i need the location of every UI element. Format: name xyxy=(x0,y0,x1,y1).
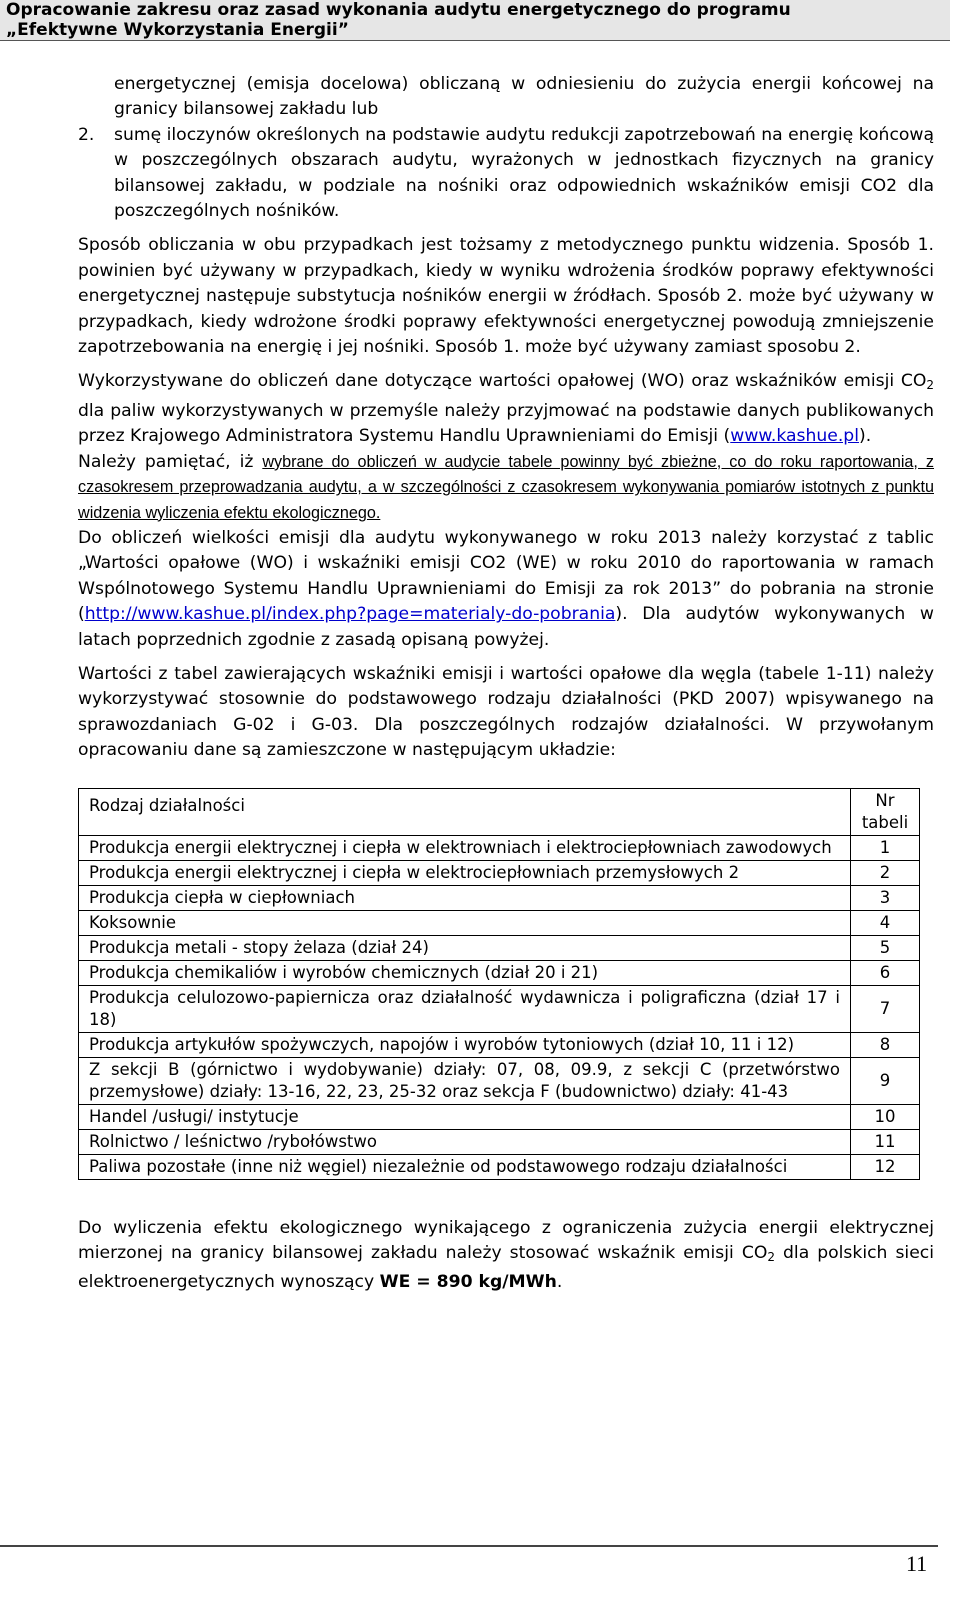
table-header-row xyxy=(79,788,920,835)
activity-cell: Z sekcji B (górnictwo i wydobywanie) działy: 07, 08, 09.9, z sekcji C (przetwórstwo przemysłowe) działy: 13-16, 22, 23, 25-32 oraz sekcja F (budownictwo) działy: 41-43 xyxy=(79,1057,851,1104)
table-number-cell: 6 xyxy=(851,960,920,985)
table-number-cell: 9 xyxy=(851,1057,920,1104)
table-number-cell: 3 xyxy=(851,885,920,910)
header-table-number: Nr tabeli xyxy=(851,788,920,835)
table-number-cell: 4 xyxy=(851,910,920,935)
header-activity: Rodzaj działalności xyxy=(79,788,851,835)
document-body xyxy=(78,72,934,1296)
activity-cell: Produkcja chemikaliów i wyrobów chemicznych (dział 20 i 21) xyxy=(79,960,851,985)
text: dla paliw wykorzystywanych w przemyśle należy przyjmować na podstawie danych publikowanych przez Krajowego Administratora Systemu Handlu Uprawnieniami do Emisji ( xyxy=(78,400,934,447)
list-item-text: sumę iloczynów określonych na podstawie audytu redukcji zapotrzebowań na energię końcową w poszczególnych obszarach audytu, wyrażonych w jednostkach fizycznych na granicy bilansowej zakładu, w podziale na nośniki oraz odpowiednich wskaźników emisji CO2 dla poszczególnych nośników. xyxy=(114,124,934,222)
text: ). xyxy=(858,426,872,447)
table-row xyxy=(79,835,920,860)
paragraph-tables-intro: Wartości z tabel zawierających wskaźniki emisji i wartości opałowe dla węgla (tabele 1-11) należy wykorzystywać stosownie do podstawowego rodzaju działalności (PKD 2007) wpisywanego na sprawozdaniach G-02 i G-03. Dla poszczególnych rodzajów działalności. W przywołanym opracowaniu dane są zamieszczone w następującym układzie: xyxy=(78,663,934,761)
table-row xyxy=(79,1129,920,1154)
table-row xyxy=(79,1032,920,1057)
emission-factor-value: WE = 890 kg/MWh xyxy=(379,1272,557,1293)
underlined-note: wybrane do obliczeń w audycie tabele powinny być zbieżne, co do roku raportowania, z czasokresem przeprowadzania audytu, a w szczególności z czasokresem wykonywania pomiarów istotnych z punktu widzenia wyliczenia efektu ekologicznego. xyxy=(78,452,935,522)
table-number-cell: 12 xyxy=(851,1154,920,1179)
activity-cell: Produkcja artykułów spożywczych, napojów i wyrobów tytoniowych (dział 10, 11 i 12) xyxy=(79,1032,851,1057)
table-row xyxy=(79,910,920,935)
table-number-cell: 11 xyxy=(851,1129,920,1154)
table-row xyxy=(79,885,920,910)
activity-cell: Produkcja metali - stopy żelaza (dział 24) xyxy=(79,935,851,960)
text: Do wyliczenia efektu ekologicznego wynikającego z ograniczenia zużycia energii elektrycznej mierzonej na granicy bilansowej zakładu należy stosować wskaźnik emisji CO xyxy=(78,1217,934,1263)
page-header xyxy=(0,0,950,41)
activity-cell: Handel /usługi/ instytucje xyxy=(79,1104,851,1129)
text: Wykorzystywane do obliczeń dane dotyczące wartości opałowej (WO) oraz wskaźników emisji CO xyxy=(78,371,927,392)
text: Należy pamiętać, iż xyxy=(78,451,263,472)
table-number-cell: 1 xyxy=(851,835,920,860)
table-row xyxy=(79,1154,920,1179)
download-link[interactable]: http://www.kashue.pl/index.php?page=materialy-do-pobrania xyxy=(84,604,616,625)
table-row xyxy=(79,1104,920,1129)
table-row xyxy=(79,935,920,960)
table-number-cell: 10 xyxy=(851,1104,920,1129)
activity-cell: Produkcja energii elektrycznej i ciepła w elektrociepłowniach przemysłowych 2 xyxy=(79,860,851,885)
page-number: 11 xyxy=(906,1551,928,1576)
header-title-line1: Opracowanie zakresu oraz zasad wykonania audytu energetycznego do programu xyxy=(6,0,791,20)
paragraph-note xyxy=(78,450,934,526)
activity-cell: Rolnictwo / leśnictwo /rybołówstwo xyxy=(79,1129,851,1154)
subscript: 2 xyxy=(767,1249,775,1264)
activity-table xyxy=(78,788,920,1180)
table-row xyxy=(79,960,920,985)
text: dla polskich sieci elektroenergetycznych wynoszący xyxy=(78,1242,934,1293)
subscript: 2 xyxy=(926,378,934,393)
table-row xyxy=(79,985,920,1032)
text: . xyxy=(556,1272,563,1293)
activity-cell: Koksownie xyxy=(79,910,851,935)
table-number-cell: 5 xyxy=(851,935,920,960)
kashue-link[interactable]: www.kashue.pl xyxy=(730,426,859,447)
paragraph-data-sources xyxy=(78,369,934,449)
activity-cell: Produkcja ciepła w ciepłowniach xyxy=(79,885,851,910)
activity-cell: Produkcja celulozowo-papiernicza oraz działalność wydawnicza i poligraficzna (dział 17 i 18) xyxy=(79,985,851,1032)
table-number-cell: 7 xyxy=(851,985,920,1032)
footer-divider xyxy=(0,1545,938,1547)
paragraph-methods: Sposób obliczania w obu przypadkach jest tożsamy z metodycznego punktu widzenia. Sposób 1. powinien być używany w przypadkach, kiedy w wyniku wdrożenia środków poprawy efektywności energetycznej następuje substytucja nośników energii w źródłach. Sposób 2. może być używany w przypadkach, kiedy wdrożone środki poprawy efektywności energetycznej powodują zmniejszenie zapotrzebowania na energię i jej nośniki. Sposób 1. może być używany zamiast sposobu 2. xyxy=(78,235,934,358)
list-number: 2. xyxy=(78,124,95,145)
table-row xyxy=(79,1057,920,1104)
activity-cell: Produkcja energii elektrycznej i ciepła w elektrowniach i elektrociepłowniach zawodowych xyxy=(79,835,851,860)
text: Do obliczeń wielkości emisji dla audytu wykonywanego w roku 2013 należy korzystać z tablic „Wartości opałowe (WO) i wskaźniki emisji CO2 (WE) w roku 2010 do raportowania w ramach Wspólnotowego Systemu Handlu Uprawnieniami do Emisji za rok 2013” do pobrania na stronie ( xyxy=(78,527,934,625)
table-number-cell: 8 xyxy=(851,1032,920,1057)
paragraph-continuation: energetycznej (emisja docelowa) obliczaną w odniesieniu do zużycia energii końcowej na granicy bilansowej zakładu lub xyxy=(114,74,934,120)
table-row xyxy=(79,860,920,885)
header-title-line2: „Efektywne Wykorzystania Energii” xyxy=(6,20,349,40)
paragraph-2013-tables xyxy=(78,526,934,653)
text: ). Dla audytów wykonywanych w latach poprzednich zgodnie z zasadą opisaną powyżej. xyxy=(78,604,934,650)
list-item-2 xyxy=(78,123,934,225)
table-number-cell: 2 xyxy=(851,860,920,885)
paragraph-emission-factor xyxy=(78,1216,934,1296)
activity-cell: Paliwa pozostałe (inne niż węgiel) niezależnie od podstawowego rodzaju działalności xyxy=(79,1154,851,1179)
